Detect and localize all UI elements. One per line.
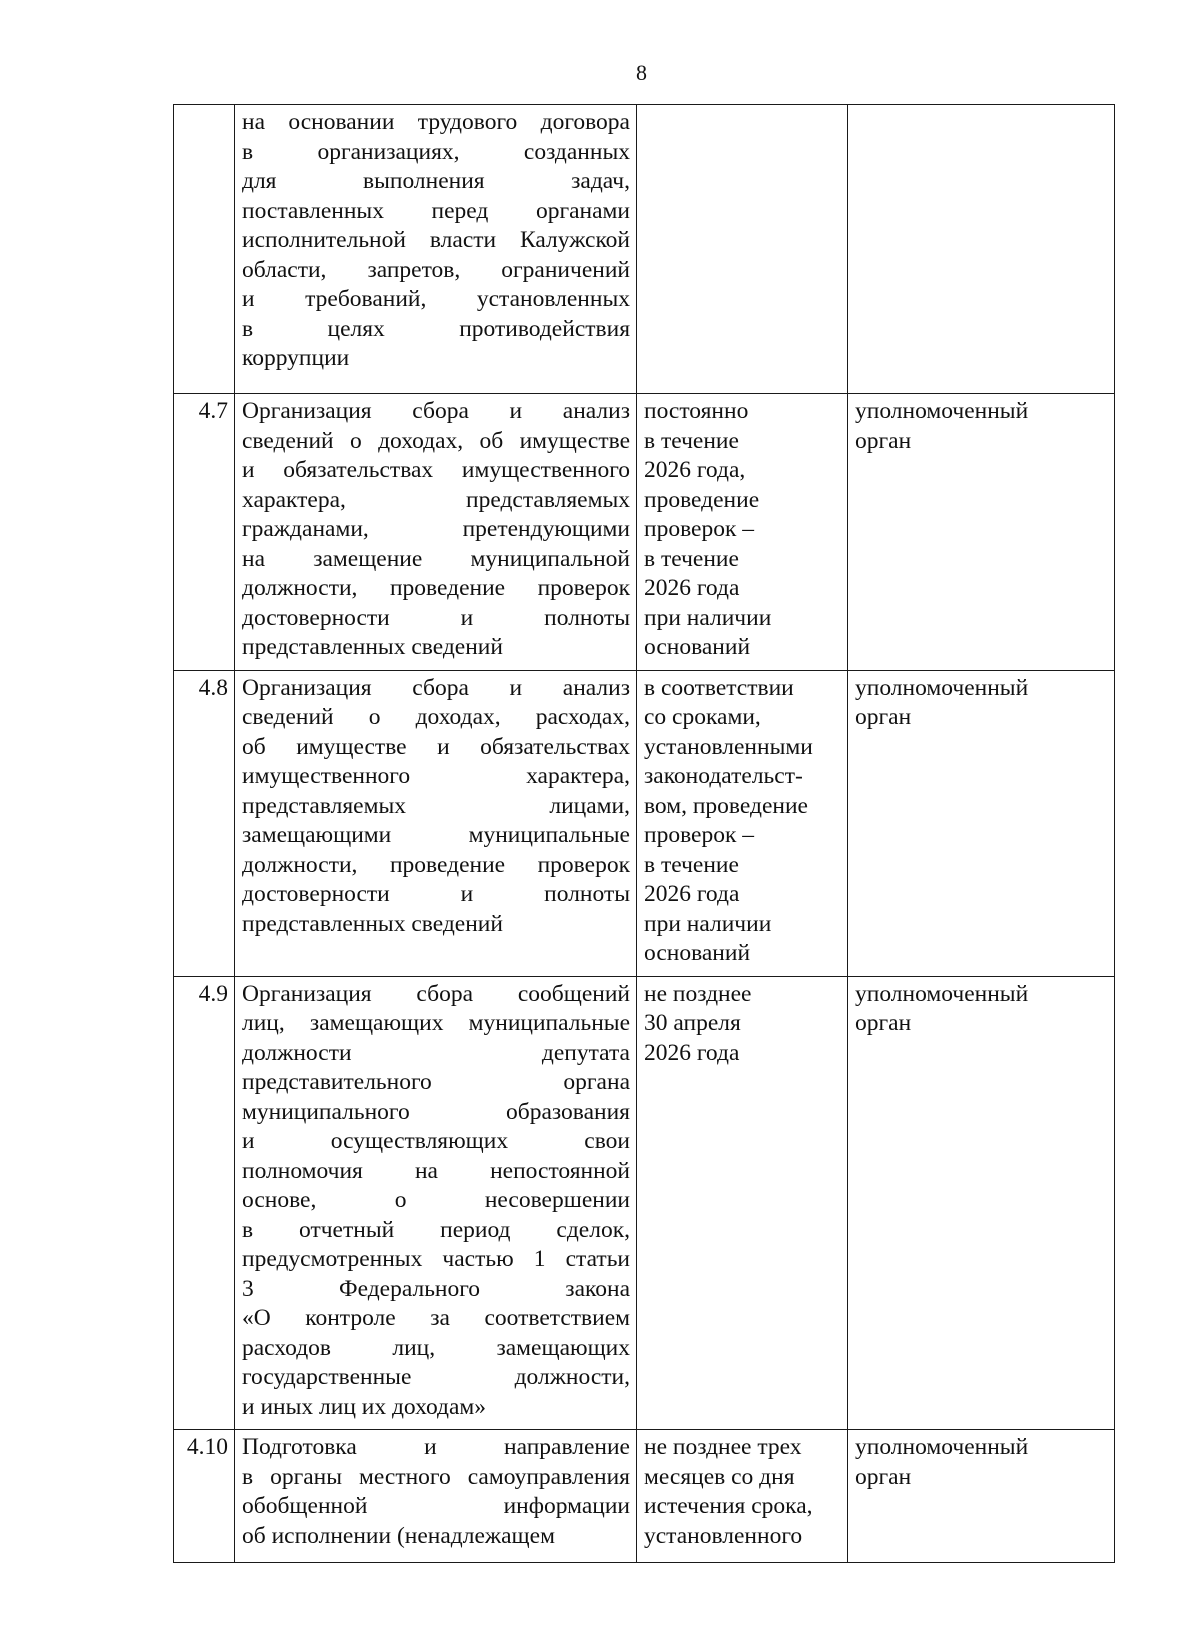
cell-text-line: гражданами, претендующими: [242, 516, 630, 542]
cell-text-line: 2026 года: [644, 575, 740, 601]
cell-text-line: проверок –: [644, 822, 755, 848]
cell-text-line: на замещение муниципальной: [242, 545, 630, 572]
deadline-cell: [637, 976, 848, 1430]
cell-text-line: об исполнении (ненадлежащем: [242, 1522, 555, 1549]
cell-text-line: при наличии: [644, 604, 772, 631]
table-row: [174, 1430, 1115, 1563]
cell-text-line: должности депутата: [242, 1039, 630, 1066]
cell-text-line: 3 Федерального закона: [242, 1275, 630, 1302]
cell-text-line: орган: [855, 1010, 912, 1036]
cell-text-line: уполномоченный: [855, 1434, 1029, 1460]
cell-text-line: и осуществляющих свои: [242, 1128, 630, 1154]
cell-text-line: орган: [855, 427, 912, 454]
cell-text-line: «О контроле за соответствием: [242, 1305, 630, 1331]
cell-text-line: основе, о несовершении: [242, 1187, 630, 1213]
cell-text-line: и обязательствах имущественного: [242, 457, 630, 483]
responsible-cell: [848, 976, 1115, 1430]
cell-text-line: 2026 года: [644, 1039, 740, 1066]
deadline-cell: [637, 105, 848, 394]
cell-text-line: законодательст-: [644, 763, 803, 789]
table-row: [174, 976, 1115, 1430]
table-row: [174, 670, 1115, 976]
measure-text-cell: [235, 1430, 637, 1563]
cell-text-line: оснований: [644, 634, 751, 660]
measure-text-cell: [235, 105, 637, 394]
row-number-cell: [174, 105, 235, 394]
cell-text-line: 2026 года: [644, 881, 740, 907]
cell-text-line: Организация сбора сообщений: [242, 980, 630, 1007]
cell-text-line: сведений о доходах, об имуществе: [242, 427, 630, 454]
cell-text-line: расходов лиц, замещающих: [242, 1334, 630, 1361]
cell-text-line: сведений о доходах, расходах,: [242, 704, 630, 730]
table-body: [174, 105, 1115, 1563]
cell-text-line: на основании трудового договора: [242, 109, 630, 135]
responsible-cell: [848, 105, 1115, 394]
cell-text-line: 30 апреля: [644, 1010, 741, 1036]
cell-text-line: коррупции: [242, 345, 350, 371]
cell-text-line: имущественного характера,: [242, 763, 630, 789]
cell-text-line: вом, проведение: [644, 792, 808, 819]
cell-text-line: должности, проведение проверок: [242, 851, 630, 878]
responsible-cell: [848, 1430, 1115, 1563]
cell-text-line: и иных лиц их доходам»: [242, 1393, 487, 1420]
deadline-cell: [637, 1430, 848, 1563]
cell-text-line: истечения срока,: [644, 1493, 813, 1519]
cell-text-line: лиц, замещающих муниципальные: [242, 1010, 630, 1036]
cell-text-line: в течение: [644, 427, 739, 454]
cell-text-line: в течение: [644, 545, 739, 572]
cell-text-line: представляемых лицами,: [242, 792, 630, 819]
cell-text-line: не позднее: [644, 980, 752, 1007]
cell-text-line: постоянно: [644, 398, 749, 424]
cell-text-line: уполномоченный: [855, 674, 1029, 701]
deadline-cell: [637, 394, 848, 671]
cell-text-line: и требований, установленных: [242, 286, 630, 312]
responsible-cell: [848, 670, 1115, 976]
cell-text-line: в организациях, созданных: [242, 138, 630, 165]
cell-text-line: должности, проведение проверок: [242, 575, 630, 601]
cell-text-line: проверок –: [644, 516, 755, 542]
cell-text-line: месяцев со дня: [644, 1463, 795, 1490]
cell-text-line: со сроками,: [644, 704, 761, 730]
cell-text-line: в соответствии: [644, 674, 794, 701]
measure-text-cell: [235, 976, 637, 1430]
cell-text-line: замещающими муниципальные: [242, 822, 630, 848]
cell-text-line: муниципального образования: [242, 1098, 630, 1125]
row-number-cell: 4.10: [174, 1430, 235, 1563]
cell-text-line: орган: [855, 704, 912, 730]
responsible-cell: [848, 394, 1115, 671]
measure-text-cell: [235, 670, 637, 976]
cell-text-line: характера, представляемых: [242, 486, 630, 513]
cell-text-line: 2026 года,: [644, 457, 746, 483]
row-number-cell: 4.9: [174, 976, 235, 1430]
cell-text-line: в отчетный период сделок,: [242, 1216, 630, 1243]
cell-text-line: при наличии: [644, 910, 772, 937]
page-number: 8: [636, 60, 647, 85]
cell-text-line: оснований: [644, 940, 751, 966]
table-row: [174, 105, 1115, 394]
cell-text-line: Организация сбора и анализ: [242, 674, 630, 701]
cell-text-line: в целях противодействия: [242, 315, 630, 342]
cell-text-line: для выполнения задач,: [242, 168, 630, 194]
cell-text-line: уполномоченный: [855, 398, 1029, 424]
measures-table: [173, 104, 1115, 1563]
cell-text-line: области, запретов, ограничений: [242, 256, 630, 283]
cell-text-line: представленных сведений: [242, 634, 503, 660]
cell-text-line: достоверности и полноты: [242, 881, 630, 907]
cell-text-line: проведение: [644, 486, 760, 513]
cell-text-line: Подготовка и направление: [242, 1434, 630, 1460]
cell-text-line: в течение: [644, 851, 739, 878]
cell-text-line: обобщенной информации: [242, 1493, 630, 1519]
cell-text-line: представленных сведений: [242, 910, 503, 937]
cell-text-line: установленными: [644, 733, 813, 760]
cell-text-line: достоверности и полноты: [242, 604, 630, 631]
cell-text-line: поставленных перед органами: [242, 197, 630, 224]
table-row: [174, 394, 1115, 671]
cell-text-line: в органы местного самоуправления: [242, 1463, 630, 1490]
cell-text-line: государственные должности,: [242, 1364, 630, 1390]
row-number-cell: 4.7: [174, 394, 235, 671]
cell-text-line: об имуществе и обязательствах: [242, 733, 630, 760]
cell-text-line: орган: [855, 1463, 912, 1490]
row-number-cell: 4.8: [174, 670, 235, 976]
cell-text-line: представительного органа: [242, 1069, 630, 1095]
cell-text-line: не позднее трех: [644, 1434, 802, 1460]
measure-text-cell: [235, 394, 637, 671]
cell-text-line: полномочия на непостоянной: [242, 1157, 630, 1184]
deadline-cell: [637, 670, 848, 976]
cell-text-line: уполномоченный: [855, 980, 1029, 1007]
cell-text-line: предусмотренных частью 1 статьи: [242, 1246, 630, 1272]
cell-text-line: установленного: [644, 1522, 803, 1549]
cell-text-line: Организация сбора и анализ: [242, 398, 630, 424]
cell-text-line: исполнительной власти Калужской: [242, 227, 630, 253]
